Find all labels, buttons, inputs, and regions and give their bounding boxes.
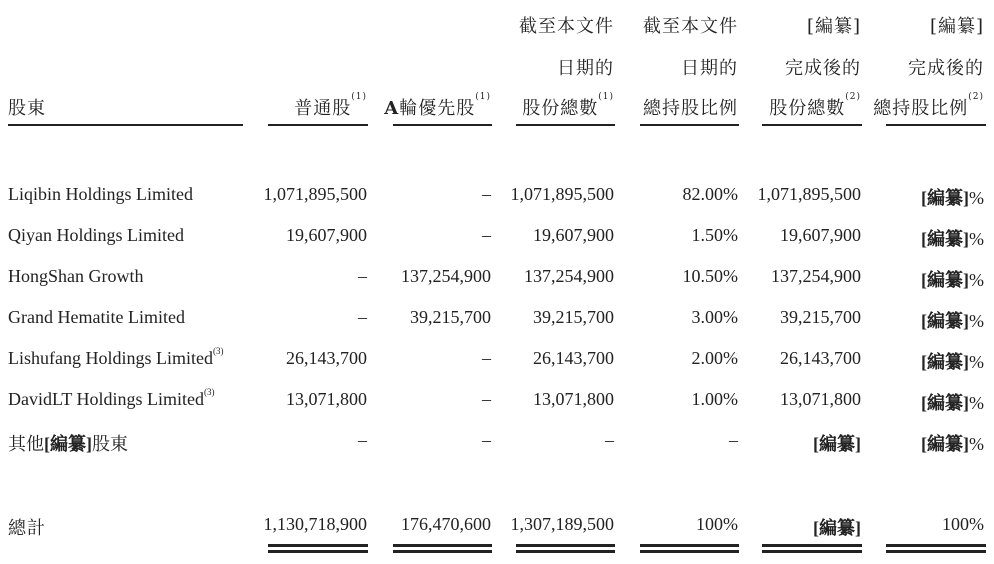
total-double-underline: [886, 544, 986, 553]
cell-pref: –: [482, 389, 491, 409]
total-double-underline: [762, 544, 862, 553]
header-ordinary: 普通股$^{(1)}$: [294, 92, 367, 119]
cell-pct: 3.00%: [691, 307, 738, 327]
shareholder-name: HongShan Growth: [8, 266, 144, 286]
cell-pct: 2.00%: [691, 348, 738, 368]
others-ordinary: –: [358, 430, 367, 450]
header-shareholder: 股東: [8, 98, 46, 119]
header-pct-after-line3: 總持股比例$^{(2)}$: [873, 92, 984, 119]
shareholder-name: Lishufang Holdings Limited$^{(3)}$: [8, 346, 224, 368]
cell-total: 137,254,900: [524, 266, 614, 286]
cell-total: 39,215,700: [533, 307, 614, 327]
cell-pct: 1.00%: [691, 389, 738, 409]
cell-total: 26,143,700: [533, 348, 614, 368]
header-total-line3: 股份總數$^{(1)}$: [522, 92, 614, 119]
others-pct: –: [729, 430, 738, 450]
cell-total-after: 1,071,895,500: [757, 184, 861, 204]
total-total: 1,307,189,500: [510, 514, 614, 534]
cell-pct: 10.50%: [682, 266, 738, 286]
cell-pct-after: [編纂]%: [921, 393, 984, 413]
header-pct-line3: 總持股比例: [643, 98, 738, 119]
header-underline: [8, 124, 243, 126]
others-total: –: [605, 430, 614, 450]
total-double-underline: [516, 544, 615, 553]
header-pref-a: A輪優先股$^{(1)}$: [384, 92, 491, 119]
total-ordinary: 1,130,718,900: [263, 514, 367, 534]
cell-ordinary: 13,071,800: [286, 389, 367, 409]
cell-pct-after: [編纂]%: [921, 311, 984, 331]
cell-ordinary: 19,607,900: [286, 225, 367, 245]
others-total-after: [編纂]: [813, 434, 861, 454]
others-pct-after: [編纂]%: [921, 434, 984, 454]
cell-ordinary: 1,071,895,500: [263, 184, 367, 204]
cell-ordinary: –: [358, 307, 367, 327]
cell-total-after: 39,215,700: [780, 307, 861, 327]
cell-pct: 82.00%: [682, 184, 738, 204]
others-pref: –: [482, 430, 491, 450]
cell-pct-after: [編纂]%: [921, 188, 984, 208]
header-underline: [762, 124, 862, 126]
cell-total: 13,071,800: [533, 389, 614, 409]
header-underline: [886, 124, 986, 126]
header-pct-after-line1: [編纂]: [929, 16, 984, 37]
shareholder-name: Qiyan Holdings Limited: [8, 225, 184, 245]
cell-pref: –: [482, 348, 491, 368]
header-underline: [393, 124, 492, 126]
header-underline: [268, 124, 368, 126]
cell-total-after: 13,071,800: [780, 389, 861, 409]
cell-total: 1,071,895,500: [510, 184, 614, 204]
cell-pct-after: [編纂]%: [921, 270, 984, 290]
cell-total: 19,607,900: [533, 225, 614, 245]
header-underline: [640, 124, 739, 126]
total-total-after: [編纂]: [813, 518, 861, 538]
cell-pref: –: [482, 184, 491, 204]
shareholder-name: DavidLT Holdings Limited$^{(3)}$: [8, 387, 215, 409]
cell-pct: 1.50%: [691, 225, 738, 245]
header-pct-line1: 截至本文件: [643, 16, 738, 37]
cell-total-after: 26,143,700: [780, 348, 861, 368]
total-label: 總計: [8, 518, 46, 539]
cell-ordinary: –: [358, 266, 367, 286]
header-pct-after-line2: 完成後的: [908, 58, 984, 79]
header-total-after-line2: 完成後的: [785, 58, 861, 79]
cell-total-after: 137,254,900: [771, 266, 861, 286]
total-double-underline: [640, 544, 739, 553]
shareholder-name: Grand Hematite Limited: [8, 307, 185, 327]
total-double-underline: [393, 544, 492, 553]
header-pct-line2: 日期的: [681, 58, 738, 79]
cell-pref: 137,254,900: [401, 266, 491, 286]
header-total-line1: 截至本文件: [519, 16, 614, 37]
cell-pref: –: [482, 225, 491, 245]
header-total-line2: 日期的: [557, 58, 614, 79]
total-pct: 100%: [696, 514, 738, 534]
total-pct-after: 100%: [942, 514, 984, 534]
header-underline: [516, 124, 615, 126]
cell-pct-after: [編纂]%: [921, 352, 984, 372]
cell-pref: 39,215,700: [410, 307, 491, 327]
cell-ordinary: 26,143,700: [286, 348, 367, 368]
total-double-underline: [268, 544, 368, 553]
total-pref: 176,470,600: [401, 514, 491, 534]
header-total-after-line3: 股份總數$^{(2)}$: [769, 92, 861, 119]
cell-total-after: 19,607,900: [780, 225, 861, 245]
header-total-after-line1: [編纂]: [806, 16, 861, 37]
cell-pct-after: [編纂]%: [921, 229, 984, 249]
shareholder-name: Liqibin Holdings Limited: [8, 184, 193, 204]
others-shareholder-label: 其他[編纂]股東: [8, 434, 128, 454]
